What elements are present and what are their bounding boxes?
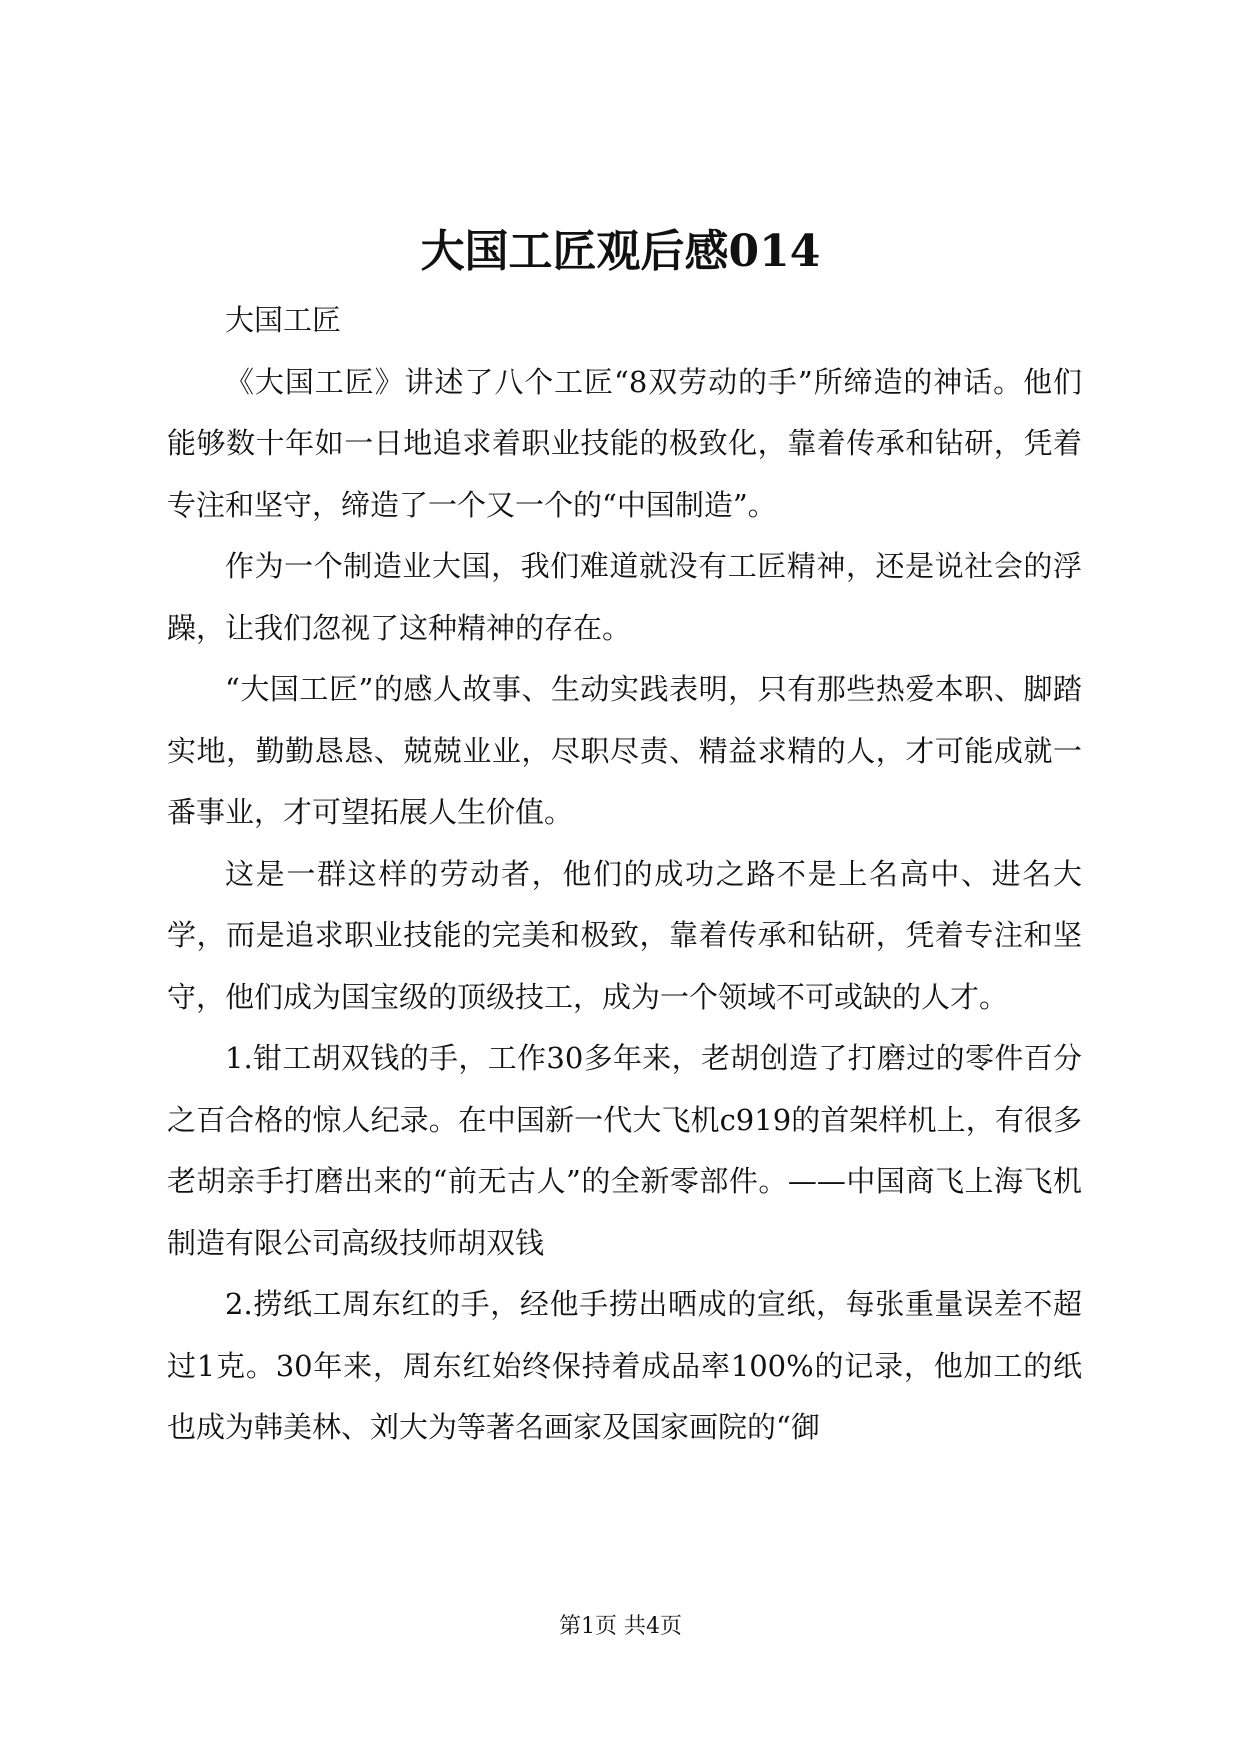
paragraph: 这是一群这样的劳动者，他们的成功之路不是上名高中、进名大学，而是追求职业技能的完美和极致，靠着传承和钻研，凭着专注和坚守，他们成为国宝级的顶级技工，成为一个领域不可或缺的人才。 <box>167 856 1082 1014</box>
paragraph: 大国工匠 <box>225 303 342 337</box>
paragraph: 1.钳工胡双钱的手，工作30多年来，老胡创造了打磨过的零件百分之百合格的惊人纪录。在中国新一代大飞机c919的首架样机上，有很多老胡亲手打磨出来的“前无古人”的全新零部件。——中国商飞上海飞机制造有限公司高级技师胡双钱 <box>167 1041 1082 1260</box>
document-title: 大国工匠观后感014 <box>420 226 821 277</box>
paragraph: 2.捞纸工周东红的手，经他手捞出晒成的宣纸，每张重量误差不超过1克。30年来，周东红始终保持着成品率100%的记录，他加工的纸也成为韩美林、刘大为等著名画家及国家画院的“御 <box>167 1287 1082 1444</box>
paragraph: 作为一个制造业大国，我们难道就没有工匠精神，还是说社会的浮躁，让我们忽视了这种精神的存在。 <box>167 549 1082 645</box>
paragraph: 《大国工匠》讲述了八个工匠“8双劳动的手”所缔造的神话。他们能够数十年如一日地追求着职业技能的极致化，靠着传承和钻研，凭着专注和坚守，缔造了一个又一个的“中国制造”。 <box>167 364 1082 522</box>
page-footer: 第1页 共4页 <box>559 1614 682 1639</box>
paragraph: “大国工匠”的感人故事、生动实践表明，只有那些热爱本职、脚踏实地，勤勤恳恳、兢兢业业，尽职尽责、精益求精的人，才可能成就一番事业，才可望拓展人生价值。 <box>167 672 1082 829</box>
document-body <box>167 290 1082 1459</box>
